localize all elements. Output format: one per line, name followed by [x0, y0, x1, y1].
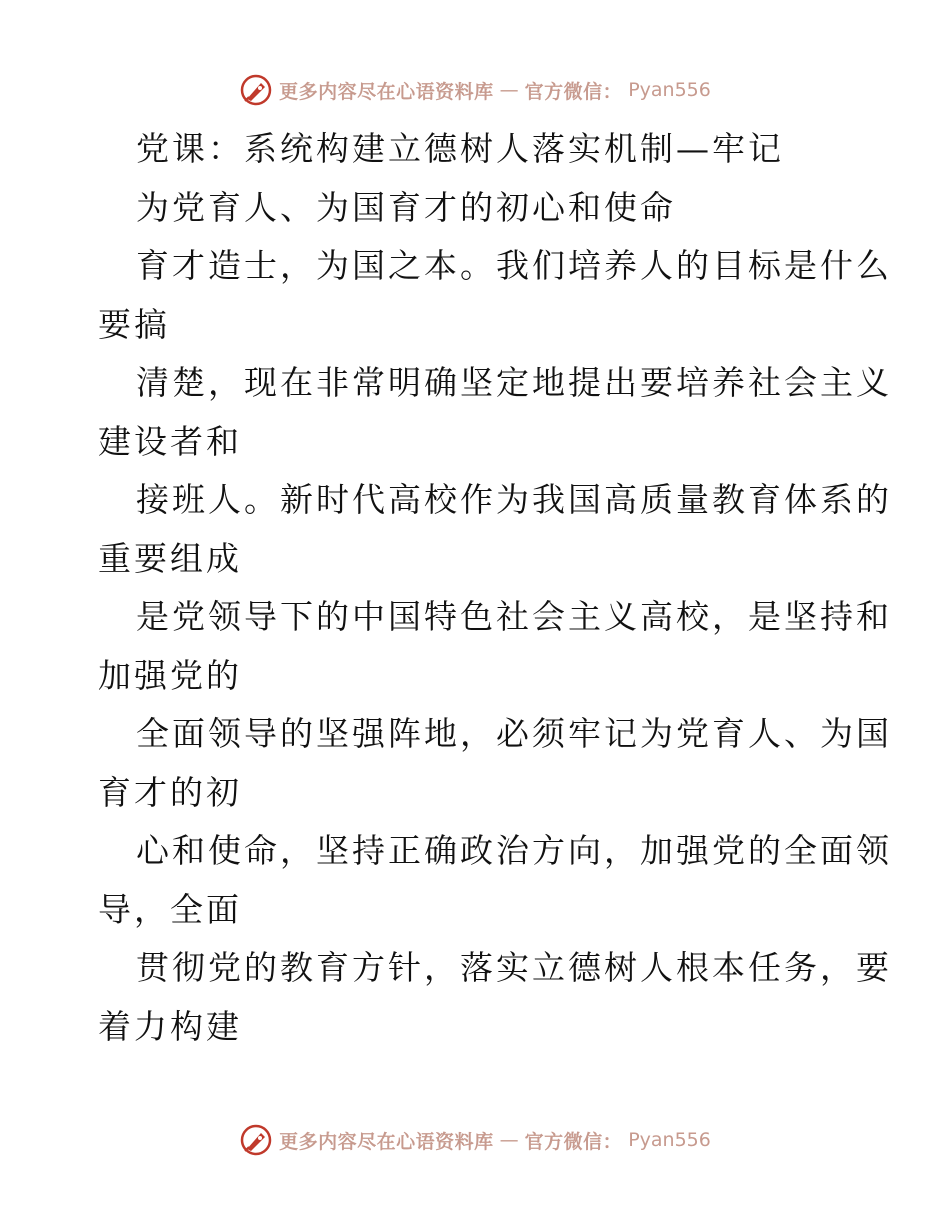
watermark-wechat-label: 官方微信：: [524, 1130, 623, 1153]
watermark-separator: —: [499, 1129, 519, 1151]
text-line: 育才的初: [98, 772, 242, 812]
text-line: 清楚，现在非常明确坚定地提出要培养社会主义: [136, 363, 892, 402]
text-line: 重要组成: [98, 538, 242, 578]
footer-watermark: [0, 1118, 950, 1162]
pen-nib-circle-icon: [239, 73, 273, 107]
text-line: 为党育人、为国育才的初心和使命: [136, 187, 676, 227]
header-watermark: [0, 68, 950, 112]
text-line: 心和使命，坚持正确政治方向，加强党的全面领: [136, 831, 892, 870]
text-line: 党课：系统构建立德树人落实机制—牢记: [136, 129, 784, 168]
watermark-brand: 更多内容尽在心语资料库: [279, 1130, 494, 1153]
text-line: 是党领导下的中国特色社会主义高校，是坚持和: [136, 597, 892, 636]
text-line: 建设者和: [98, 421, 242, 461]
text-line: 贯彻党的教育方针，落实立德树人根本任务，要: [136, 948, 892, 987]
watermark-wechat-id: Pyan556: [628, 79, 711, 101]
text-line: 导，全面: [98, 889, 242, 929]
pen-nib-circle-icon: [239, 1123, 273, 1157]
document-body: [98, 120, 892, 1056]
text-line: 全面领导的坚强阵地，必须牢记为党育人、为国: [136, 714, 892, 753]
watermark-brand: 更多内容尽在心语资料库: [279, 80, 494, 103]
watermark-separator: —: [499, 79, 519, 101]
watermark-wechat-id: Pyan556: [628, 1129, 711, 1151]
text-line: 要搞: [98, 304, 170, 344]
text-line: 接班人。新时代高校作为我国高质量教育体系的: [136, 480, 892, 519]
watermark-wechat-label: 官方微信：: [524, 80, 623, 103]
text-line: 加强党的: [98, 655, 242, 695]
text-line: 着力构建: [98, 1006, 242, 1046]
text-line: 育才造士，为国之本。我们培养人的目标是什么: [136, 246, 892, 285]
